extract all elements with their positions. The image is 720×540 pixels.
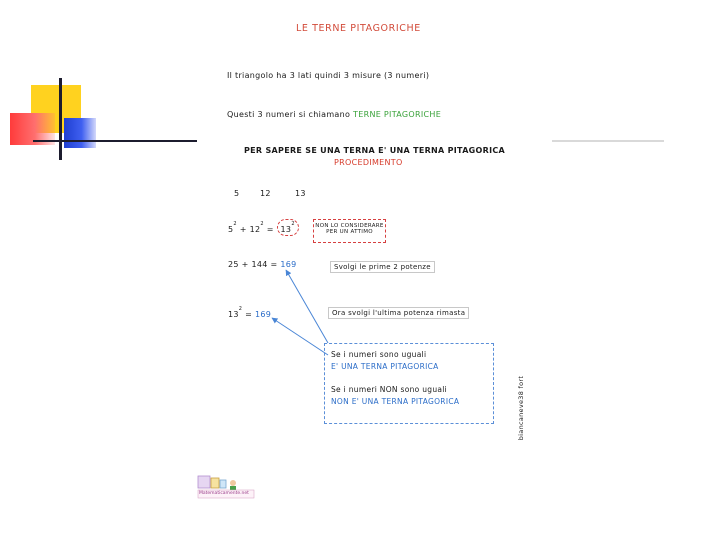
intro-line: Il triangolo ha 3 lati quindi 3 misure (3 numeri) [227, 71, 430, 80]
definition-text: Questi 3 numeri si chiamano [227, 110, 351, 119]
number-c: 13 [295, 189, 306, 198]
eq1-c-exp: 2 [291, 221, 295, 227]
site-logo [197, 474, 255, 500]
conclusion-box [324, 343, 494, 424]
step2-note: Ora svolgi l'ultima potenza rimasta [328, 307, 469, 319]
number-a: 5 [234, 189, 240, 198]
square-equation-base: 13 [228, 310, 239, 319]
eq1-b-exp: 2 [260, 221, 264, 227]
square-equation-result: 169 [254, 310, 272, 319]
conclusion-line3: Se i numeri NON sono uguali [331, 385, 448, 394]
square-equation-exp: 2 [238, 306, 243, 312]
step1-note: Svolgi le prime 2 potenze [330, 261, 435, 273]
arrow-to-square [272, 318, 328, 355]
method-subheading: PROCEDIMENTO [334, 158, 403, 167]
definition-highlight: TERNE PITAGORICHE [353, 110, 442, 119]
ignore-note-line2: PER UN ATTIMO [326, 229, 373, 235]
logo-text: Matematicamente.net [199, 491, 249, 496]
eq1-a: 5 [228, 225, 234, 234]
number-b: 12 [260, 189, 271, 198]
logo-graphic [197, 474, 255, 500]
ignore-note-line1: NON LO CONSIDERARE [315, 223, 384, 229]
eq1-a-exp: 2 [233, 221, 237, 227]
eq1-c: 13 [280, 225, 292, 234]
eq1-plus: + [239, 225, 247, 234]
eq1-equals: = [266, 225, 274, 234]
arrow-to-sum [286, 270, 328, 343]
eq1-b: 12 [249, 225, 261, 234]
conclusion-line1: Se i numeri sono uguali [331, 350, 427, 359]
conclusion-line2: E' UNA TERNA PITAGORICA [331, 362, 439, 371]
sum-equation-result: 169 [280, 260, 297, 269]
sum-equation-left: 25 + 144 = [228, 260, 278, 269]
slide-title: LE TERNE PITAGORICHE [296, 23, 421, 34]
conclusion-line4: NON E' UNA TERNA PITAGORICA [331, 397, 460, 406]
square-equation-equals: = [245, 310, 253, 319]
author-signature: biancaneve38 fort [517, 375, 525, 441]
method-heading: PER SAPERE SE UNA TERNA E' UNA TERNA PITAGORICA [244, 146, 506, 155]
